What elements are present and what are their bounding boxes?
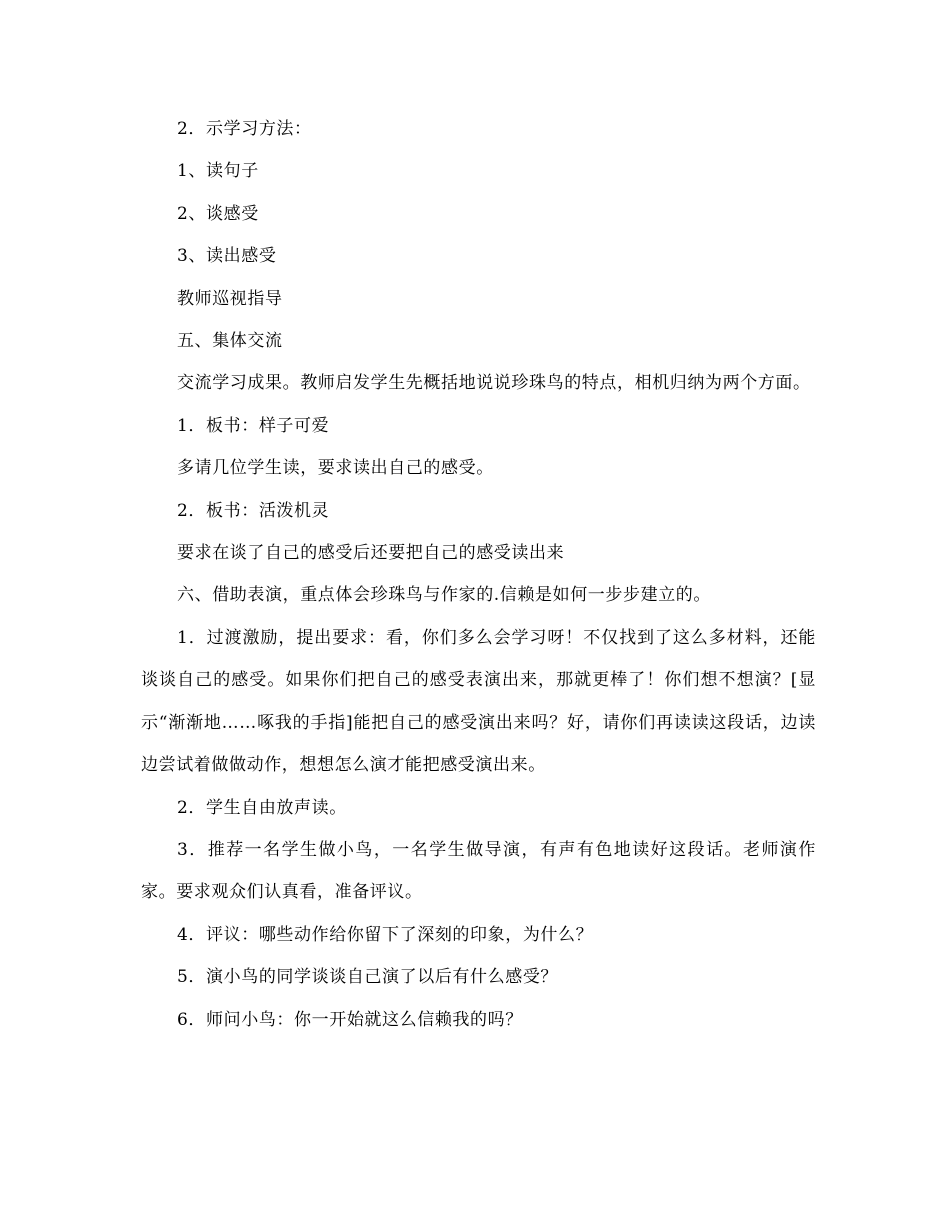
paragraph-transition: 1．过渡激励，提出要求：看，你们多么会学习呀！不仅找到了这么多材料，还能谈谈自己的感受。如果你们把自己的感受表演出来，那就更棒了！你们想不想演？[显示“渐渐地……啄我的手指]能把自己的感受演出来吗？好，请你们再读读这段话，边读边尝试着做做动作，想想怎么演才能把感受演出来。 xyxy=(141,627,816,776)
paragraph-bird-feeling: 5．演小鸟的同学谈谈自己演了以后有什么感受？ xyxy=(177,967,559,988)
paragraph-read-feeling: 要求在谈了自己的感受后还要把自己的感受读出来 xyxy=(177,543,565,564)
paragraph-teacher-guidance: 教师巡视指导 xyxy=(177,288,283,309)
paragraph-free-reading: 2．学生自由放声读。 xyxy=(177,797,347,818)
section-heading-6: 六、借助表演，重点体会珍珠鸟与作家的.信赖是如何一步步建立的。 xyxy=(177,585,712,606)
paragraph-board-2: 2．板书：活泼机灵 xyxy=(177,500,330,521)
paragraph-performance: 3．推荐一名学生做小鸟，一名学生做导演，有声有色地读好这段话。老师演作家。要求观众们认真看，准备评议。 xyxy=(141,839,816,903)
section-heading-5: 五、集体交流 xyxy=(177,331,283,352)
paragraph-board-1: 1．板书：样子可爱 xyxy=(177,415,330,436)
paragraph-evaluation: 4．评议：哪些动作给你留下了深刻的印象，为什么？ xyxy=(177,924,594,945)
paragraph-read-aloud: 多请几位学生读，要求读出自己的感受。 xyxy=(177,458,494,479)
paragraph-method-heading: 2．示学习方法： xyxy=(177,119,312,139)
paragraph-step-2: 2、谈感受 xyxy=(177,203,259,224)
paragraph-step-1: 1、读句子 xyxy=(177,161,259,182)
paragraph-teacher-question: 6．师问小鸟：你一开始就这么信赖我的吗？ xyxy=(177,1009,523,1030)
document-body xyxy=(141,108,816,1041)
paragraph-exchange: 交流学习成果。教师启发学生先概括地说说珍珠鸟的特点，相机归纳为两个方面。 xyxy=(177,373,811,394)
paragraph-step-3: 3、读出感受 xyxy=(177,246,277,267)
